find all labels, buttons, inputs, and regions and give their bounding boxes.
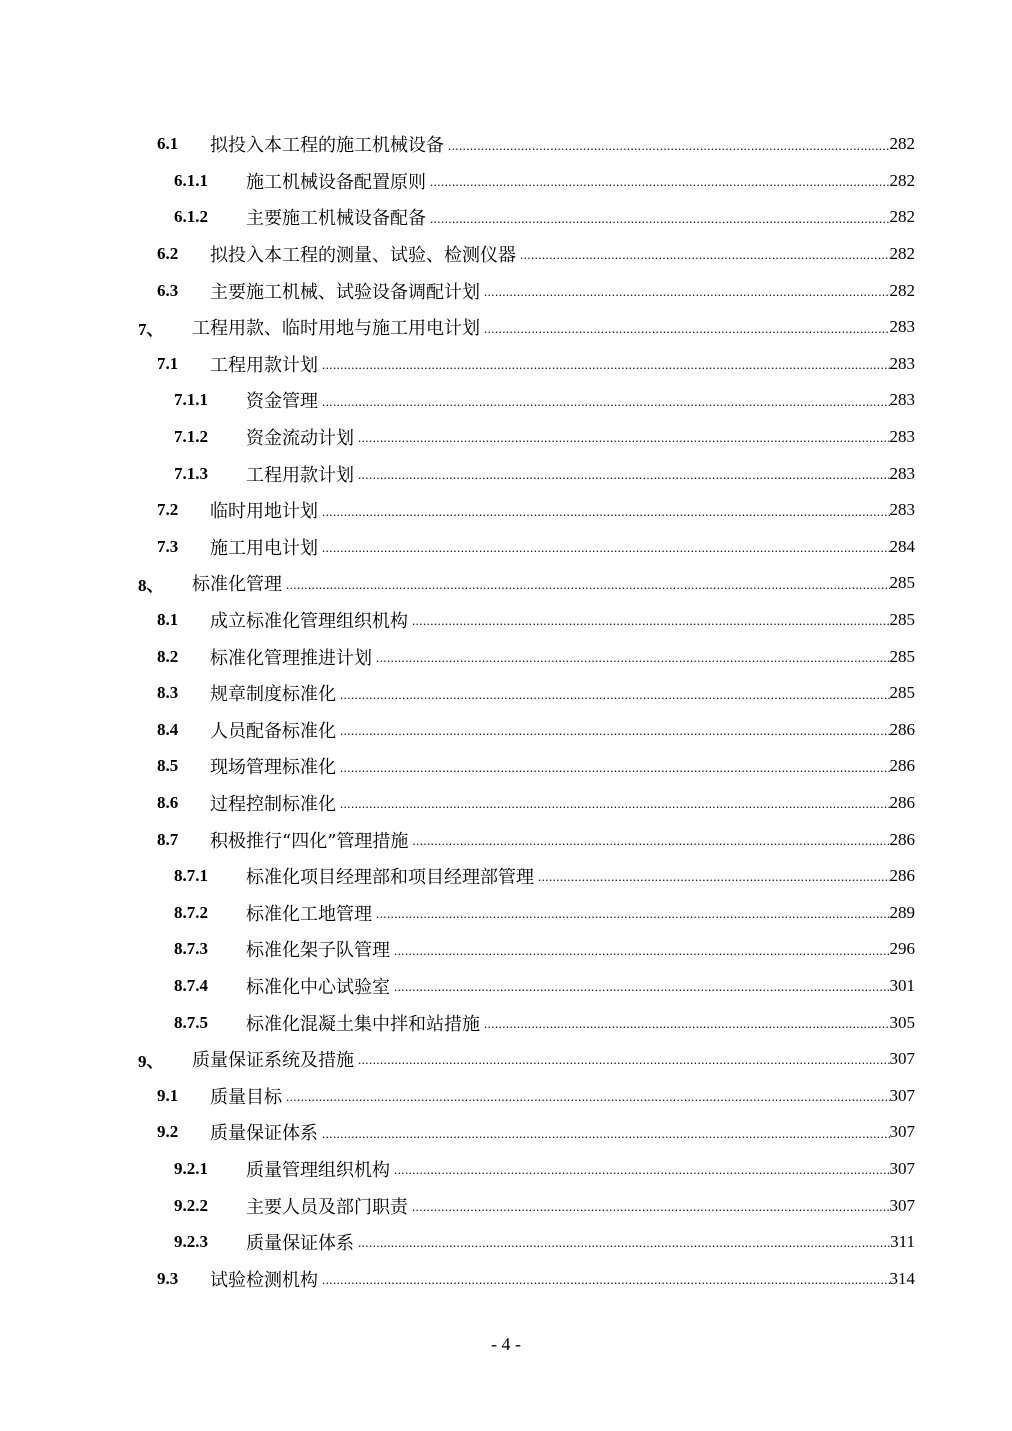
toc-entry-number: 7.1: [157, 353, 179, 373]
toc-entry-number: 6.2: [157, 244, 179, 264]
toc-dot-leader: [340, 687, 890, 703]
toc-entry-page: 283: [889, 463, 915, 483]
toc-entry-page: 282: [889, 244, 915, 264]
toc-entry-number: 9.1: [157, 1085, 179, 1105]
toc-entry-page: 282: [889, 280, 915, 300]
toc-entry[interactable]: [157, 712, 915, 749]
toc-entry-page: 311: [890, 1232, 915, 1252]
toc-entry-page: 283: [889, 390, 915, 410]
toc-dot-leader: [322, 1126, 890, 1142]
toc-dot-leader: [430, 174, 890, 190]
toc-entry[interactable]: [157, 346, 915, 383]
toc-entry-page: 283: [889, 427, 915, 447]
toc-entry-title: 临时用地计划: [210, 501, 318, 523]
toc-dot-leader: [430, 211, 890, 227]
toc-dot-leader: [394, 1162, 890, 1178]
toc-entry[interactable]: [174, 931, 915, 968]
toc-entry-number: 6.3: [157, 280, 179, 300]
toc-entry-page: 301: [889, 975, 915, 995]
toc-entry[interactable]: [174, 1004, 915, 1041]
toc-entry-page: 307: [889, 1195, 915, 1215]
toc-entry[interactable]: [157, 638, 915, 675]
toc-entry[interactable]: [138, 565, 915, 602]
toc-entry-title: 标准化管理推进计划: [210, 647, 372, 669]
toc-entry-title: 主要人员及部门职责: [246, 1196, 408, 1218]
toc-entry-number: 8.7.4: [174, 975, 208, 995]
toc-entry-number: 8.4: [157, 719, 179, 739]
toc-entry[interactable]: [157, 1077, 915, 1114]
toc-dot-leader: [484, 321, 890, 337]
toc-entry-title: 标准化架子队管理: [246, 940, 390, 962]
toc-entry[interactable]: [157, 602, 915, 639]
toc-entry-title: 标准化管理: [192, 574, 282, 596]
toc-entry-title: 规章制度标准化: [210, 684, 336, 706]
toc-dot-leader: [358, 467, 890, 483]
toc-entry-page: 286: [889, 829, 915, 849]
toc-entry-title: 资金流动计划: [246, 428, 354, 450]
toc-dot-leader: [322, 504, 890, 520]
toc-entry-number: 7.1.1: [174, 390, 208, 410]
toc-entry-page: 282: [889, 134, 915, 154]
toc-entry-title: 成立标准化管理组织机构: [210, 611, 408, 633]
toc-entry-title: 工程用款计划: [210, 354, 318, 376]
toc-entry-title: 标准化中心试验室: [246, 976, 390, 998]
toc-dot-leader: [322, 357, 890, 373]
toc-entry[interactable]: [157, 529, 915, 566]
toc-entry[interactable]: [174, 455, 915, 492]
toc-entry-page: 285: [889, 683, 915, 703]
toc-entry[interactable]: [174, 858, 915, 895]
toc-entry-title: 主要施工机械、试验设备调配计划: [210, 281, 480, 303]
toc-dot-leader: [412, 613, 890, 629]
toc-entry-number: 9.2.2: [174, 1195, 208, 1215]
toc-entry-number: 7.3: [157, 536, 179, 556]
toc-entry[interactable]: [174, 894, 915, 931]
toc-entry-title: 工程用款、临时用地与施工用电计划: [192, 318, 480, 340]
toc-dot-leader: [448, 138, 890, 154]
toc-entry-title: 现场管理标准化: [210, 757, 336, 779]
toc-entry[interactable]: [174, 1224, 915, 1261]
toc-entry-page: 286: [889, 866, 915, 886]
toc-entry-number: 8.2: [157, 646, 179, 666]
toc-entry[interactable]: [157, 785, 915, 822]
toc-entry[interactable]: [174, 1187, 915, 1224]
toc-dot-leader: [484, 284, 890, 300]
toc-dot-leader: [412, 833, 889, 849]
toc-dot-leader: [394, 943, 890, 959]
page-number-footer: - 4 -: [491, 1334, 521, 1354]
toc-dot-leader: [520, 247, 890, 263]
toc-dot-leader: [340, 796, 890, 812]
toc-entry-page: 285: [889, 646, 915, 666]
toc-entry-title: 施工机械设备配置原则: [246, 171, 426, 193]
toc-entry[interactable]: [174, 199, 915, 236]
toc-entry-title: 工程用款计划: [246, 464, 354, 486]
toc-entry-number: 8.3: [157, 683, 179, 703]
toc-dot-leader: [286, 577, 890, 593]
toc-entry-number: 6.1.1: [174, 170, 208, 190]
toc-entry-number: 8.7.2: [174, 902, 208, 922]
toc-dot-leader: [340, 760, 890, 776]
toc-entry-number: 9.2.3: [174, 1232, 208, 1252]
toc-entry-title: 质量管理组织机构: [246, 1159, 390, 1181]
toc-entry-page: 286: [889, 792, 915, 812]
toc-entry-page: 284: [889, 536, 915, 556]
toc-entry-page: 307: [889, 1085, 915, 1105]
toc-dot-leader: [412, 1199, 890, 1215]
toc-dot-leader: [376, 650, 890, 666]
toc-entry-page: 307: [889, 1122, 915, 1142]
toc-dot-leader: [538, 869, 890, 885]
toc-entry[interactable]: [138, 1041, 915, 1078]
toc-entry-title: 积极推行“四化”管理措施: [210, 830, 409, 852]
toc-entry-title: 拟投入本工程的测量、试验、检测仪器: [210, 245, 516, 267]
toc-entry-number: 8.7.1: [174, 866, 208, 886]
toc-entry[interactable]: [157, 126, 915, 163]
toc-entry-page: 286: [889, 756, 915, 776]
toc-dot-leader: [286, 1089, 890, 1105]
toc-entry-page: 307: [889, 1158, 915, 1178]
toc-entry-number: 9.3: [157, 1268, 179, 1288]
toc-entry-title: 过程控制标准化: [210, 793, 336, 815]
toc-entry-title: 拟投入本工程的施工机械设备: [210, 135, 444, 157]
toc-entry-number: 8.7: [157, 829, 179, 849]
toc-entry-number: 6.1: [157, 134, 179, 154]
toc-entry-number: 8.6: [157, 792, 179, 812]
toc-entry[interactable]: [157, 821, 915, 858]
toc-dot-leader: [394, 979, 890, 995]
toc-entry-number: 8.7.3: [174, 939, 208, 959]
toc-entry[interactable]: [157, 236, 915, 273]
toc-entry[interactable]: [174, 163, 915, 200]
toc-entry-title: 施工用电计划: [210, 537, 318, 559]
toc-dot-leader: [376, 906, 890, 922]
toc-entry-title: 质量目标: [210, 1086, 282, 1108]
toc-entry[interactable]: [157, 748, 915, 785]
toc-entry[interactable]: [174, 382, 915, 419]
toc-entry-title: 质量保证体系: [246, 1233, 354, 1255]
toc-entry-page: 283: [889, 353, 915, 373]
toc-entry-page: 305: [889, 1012, 915, 1032]
toc-entry-page: 285: [889, 573, 915, 593]
toc-entry-title: 人员配备标准化: [210, 720, 336, 742]
toc-entry-number: 8.1: [157, 610, 179, 630]
toc-entry-page: 289: [889, 902, 915, 922]
toc-entry-number: 8.7.5: [174, 1012, 208, 1032]
toc-entry-number: 7.2: [157, 500, 179, 520]
toc-entry-title: 标准化项目经理部和项目经理部管理: [246, 867, 534, 889]
toc-dot-leader: [358, 1235, 890, 1251]
toc-entry-number: 8、: [138, 575, 164, 595]
toc-entry-number: 7.1.2: [174, 427, 208, 447]
toc-entry-title: 资金管理: [246, 391, 318, 413]
toc-entry-title: 试验检测机构: [210, 1269, 318, 1291]
toc-entry-number: 7.1.3: [174, 463, 208, 483]
toc-entry-title: 标准化工地管理: [246, 903, 372, 925]
toc-entry-page: 283: [889, 500, 915, 520]
toc-entry[interactable]: [174, 968, 915, 1005]
toc-entry-title: 质量保证体系: [210, 1123, 318, 1145]
toc-entry-page: 282: [889, 207, 915, 227]
toc-entry[interactable]: [138, 309, 915, 346]
toc-entry[interactable]: [157, 272, 915, 309]
toc-entry[interactable]: [157, 492, 915, 529]
toc-dot-leader: [322, 540, 890, 556]
toc-entry-page: 314: [889, 1268, 915, 1288]
toc-entry-title: 主要施工机械设备配备: [246, 208, 426, 230]
toc-entry[interactable]: [157, 675, 915, 712]
toc-entry[interactable]: [174, 419, 915, 456]
toc-dot-leader: [484, 1016, 890, 1032]
toc-entry-number: 9.2: [157, 1122, 179, 1142]
toc-dot-leader: [340, 723, 890, 739]
toc-entry-number: 8.5: [157, 756, 179, 776]
toc-dot-leader: [322, 1272, 890, 1288]
toc-entry-number: 9.2.1: [174, 1158, 208, 1178]
toc-entry[interactable]: [174, 1151, 915, 1188]
toc-entry-page: 286: [889, 719, 915, 739]
toc-entry-page: 296: [889, 939, 915, 959]
toc-entry-page: 285: [889, 610, 915, 630]
toc-entry-title: 标准化混凝土集中拌和站措施: [246, 1013, 480, 1035]
toc-dot-leader: [358, 430, 890, 446]
toc-entry[interactable]: [157, 1114, 915, 1151]
toc-entry-page: 283: [889, 317, 915, 337]
toc-dot-leader: [358, 1052, 890, 1068]
toc-entry-title: 质量保证系统及措施: [192, 1050, 354, 1072]
toc-entry-page: 307: [889, 1049, 915, 1069]
table-of-contents: [0, 126, 1012, 1297]
toc-dot-leader: [322, 394, 890, 410]
toc-entry-number: 6.1.2: [174, 207, 208, 227]
toc-entry-number: 9、: [138, 1051, 164, 1071]
toc-entry[interactable]: [157, 1260, 915, 1297]
toc-entry-number: 7、: [138, 319, 164, 339]
toc-entry-page: 282: [889, 170, 915, 190]
